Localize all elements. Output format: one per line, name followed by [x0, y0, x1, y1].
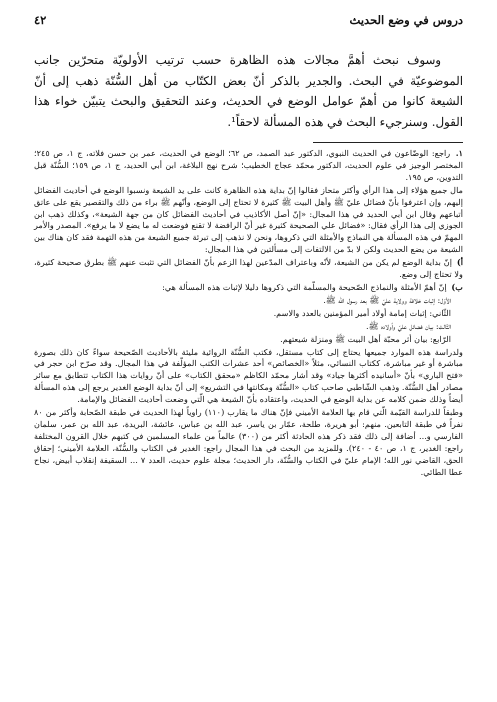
footnote-text: الثّالث: بيان فضائل عليّ وأولاده ﷺ.: [365, 320, 451, 331]
footnote-text: الرّابع: بيان أثر محبّة أهل البيت ﷺ ومنزلة شيعتهم.: [280, 333, 451, 344]
footnote-text: مال جميع هؤلاء إلى هذا الرأي وأكثر متحاز فقالوا إنّ بداية هذه الظاهرة كانت على يد الشيعة ونسبوا الوضع في أحاديث الفضائل إليهم، وإن اعترفوا بأنّ فضائل عليّ ﷺ وأهل البيت ﷺ كثيرة لا تحتاج إلى الوضع، وأنّهم ﷺ براء من ذلك والتقصير يقع على عاتق أتباعهم وقال ابن أبي الحديد في هذا المجال: «إنّ أصل الأكاذيب في أحاديث الفضائل كان من جهة الشيعة»، وكذلك ذهب ابن الجوزي إلى هذا الرأي فقال: «فضائل علي الصحيحة كثيرة غير أنّ الرافضة لا تقنع فوضعت له ما يضع لا ما يرفع». المصدر والأمر المهمّ في هذه المسألة هي النماذج والأمثلة التي ذكروها، ونحن لا نذهب إلى تبرئة جميع الشيعة من هذه التهمة فقد كان هناك بين الشيعة من يضع الحديث ولكن لا بدّ من الالتفات إلى مسألتين في هذا المجال:: [34, 184, 463, 255]
footnote-text: راجع: الوضّاعون في الحديث النبوي، الدكتور عبد الصمد، ص ٦٢؛ الوضع في الحديث، عمر بن حسن فلاته، ج ١، ص ٢٤٥؛ المختصر الوجيز في علوم الحديث، الدكتور محمّد عجاج الخطيب؛ شرح نهج البلاغة، ابن أبي الحديد، ج ١، ص ١٥٩؛ السُّنّة قبل التدوين، ص ١٩٥.: [34, 148, 463, 182]
footnote: [34, 407, 463, 478]
footnote: [34, 185, 463, 256]
footnote-text: الثّاني: إثبات إمامة أولاد أمير المؤمنين بالعدد والاسم.: [273, 307, 451, 318]
footnote-list-item: [34, 308, 463, 320]
page-number: ٤٢: [34, 13, 47, 27]
page-header: [34, 10, 463, 30]
main-paragraph: وسوف نبحث أهمَّ مجالات هذه الظاهرة حسب ترتيب الأولويّة متحرّين جانب الموضوعيّة في البحث. والجدير بالذكر أنّ بعض الكتّاب من أهل السُّنّة ذهب إلى أنّ الشيعة كانوا من أهمّ عوامل الوضع في الحديث، وعند التحقيق والبحث يتبيّن خواء هذا القول. وسنرجيء البحث في هذه المسألة لاحقاً¹.: [34, 53, 463, 129]
footnote-list-item: [34, 334, 463, 346]
footnote: [34, 257, 463, 281]
footnote-number: ١.: [455, 148, 463, 158]
footnote-list-item: [34, 321, 463, 333]
footnote: [34, 148, 463, 184]
running-title: دروس في وضع الحديث: [349, 13, 463, 27]
footnotes: [34, 148, 463, 479]
footnote-number: أ): [456, 257, 463, 268]
main-text: [34, 50, 463, 136]
footnote-text: إنّ بداية الوضع لم يكن من الشيعة، لأنّه وباعتراف المدّعين لهذا الزعم بأنّ الفضائل التي تثبت عنهم ﷺ بطرق صحيحة كثيرة، ولا تحتاج إلى وضع.: [34, 257, 463, 280]
footnote-text: ولدراسة هذه الموارد جميعها يحتاج إلى كتاب مستقل، فكتب السُّنّة الروائية مليئة بالأحاديث الصّحيحة سواءً كان ذلك بصورة مباشرة أو غير مباشرة، ككتاب النسائي، مثلاً «الخصائص» أحد عشرات الكتب المؤلّفة في هذا المجال. وقد صرّح ابن حجر في «فتح الباري» بأنّ «أسانيده أكثرها جياد» وقد أشار محمّد الكاظم «محقق الكتاب» على أنّ روايات هذا الكتاب تتطابق مع سائر مصادر أهل السُّنّة. وذهب الشّاطبي صاحب كتاب «السُّنّة ومكانتها في التشريع» إلى أنّ بداية الوضع الغدير يرجع إلى هذه المسألة أيضاً وذلك ضمن كلامه عن بداية الوضع في الحديث، واعتقاده بأنّ الشيعة هي الّتي وضعت أحاديث الفضائل والإمامة.: [34, 346, 463, 405]
footnote-text: وطبقاً للدراسة القيّمة الّتي قام بها العلامة الأميني فإنّ هناك ما يقارب (١١٠) راوياً لهذا الحديث في طبقة الصّحابة وأكثر من ٨٠ نفراً في طبقة التابعين. منهم: أبو هريرة، طلحة، عمّار بن ياسر، عبد الله بن عباس، عائشة، البريدة، عبد الله بن عمر، سلمان الفارسي و... أضافة إلى ذلك فقد ذكر هذه الحادثة أكثر من (٣٠٠) عالماً من علماء المسلمين في كتبهم خلال القرون المختلفة راجع: الغدير، ج ١، ص ٤٠ - ٢٤٠). وللمزيد من البحث في هذا المجال راجع: الغدير في الكتاب والسُّنّة، العلامة الأميني؛ إحقاق الحق، القاضي نور الله؛ الإمام عليّ في الكتاب والسُّنّة، دار الحديث؛ مجلة علوم حديث، العدد ٧ ... السقيفة إنقلاب أبيض، نجاح عطا الطائي.: [34, 407, 463, 477]
footnote-number: ب): [451, 281, 463, 292]
footnote: [34, 347, 463, 407]
footnote-text: الأوّل: إثبات خلافة وولاية عليّ ﷺ بعد رسول الله ﷺ.: [323, 294, 451, 305]
footnote-divider: [313, 142, 463, 143]
footnote: [34, 282, 463, 294]
footnote-text: إنّ أهمّ الأمثلة والنماذج الصّحيحة والمسلّمة التي ذكروها دليلا لإثبات هذه المسألة هي:: [162, 281, 447, 292]
footnote-list-item: [34, 295, 463, 307]
